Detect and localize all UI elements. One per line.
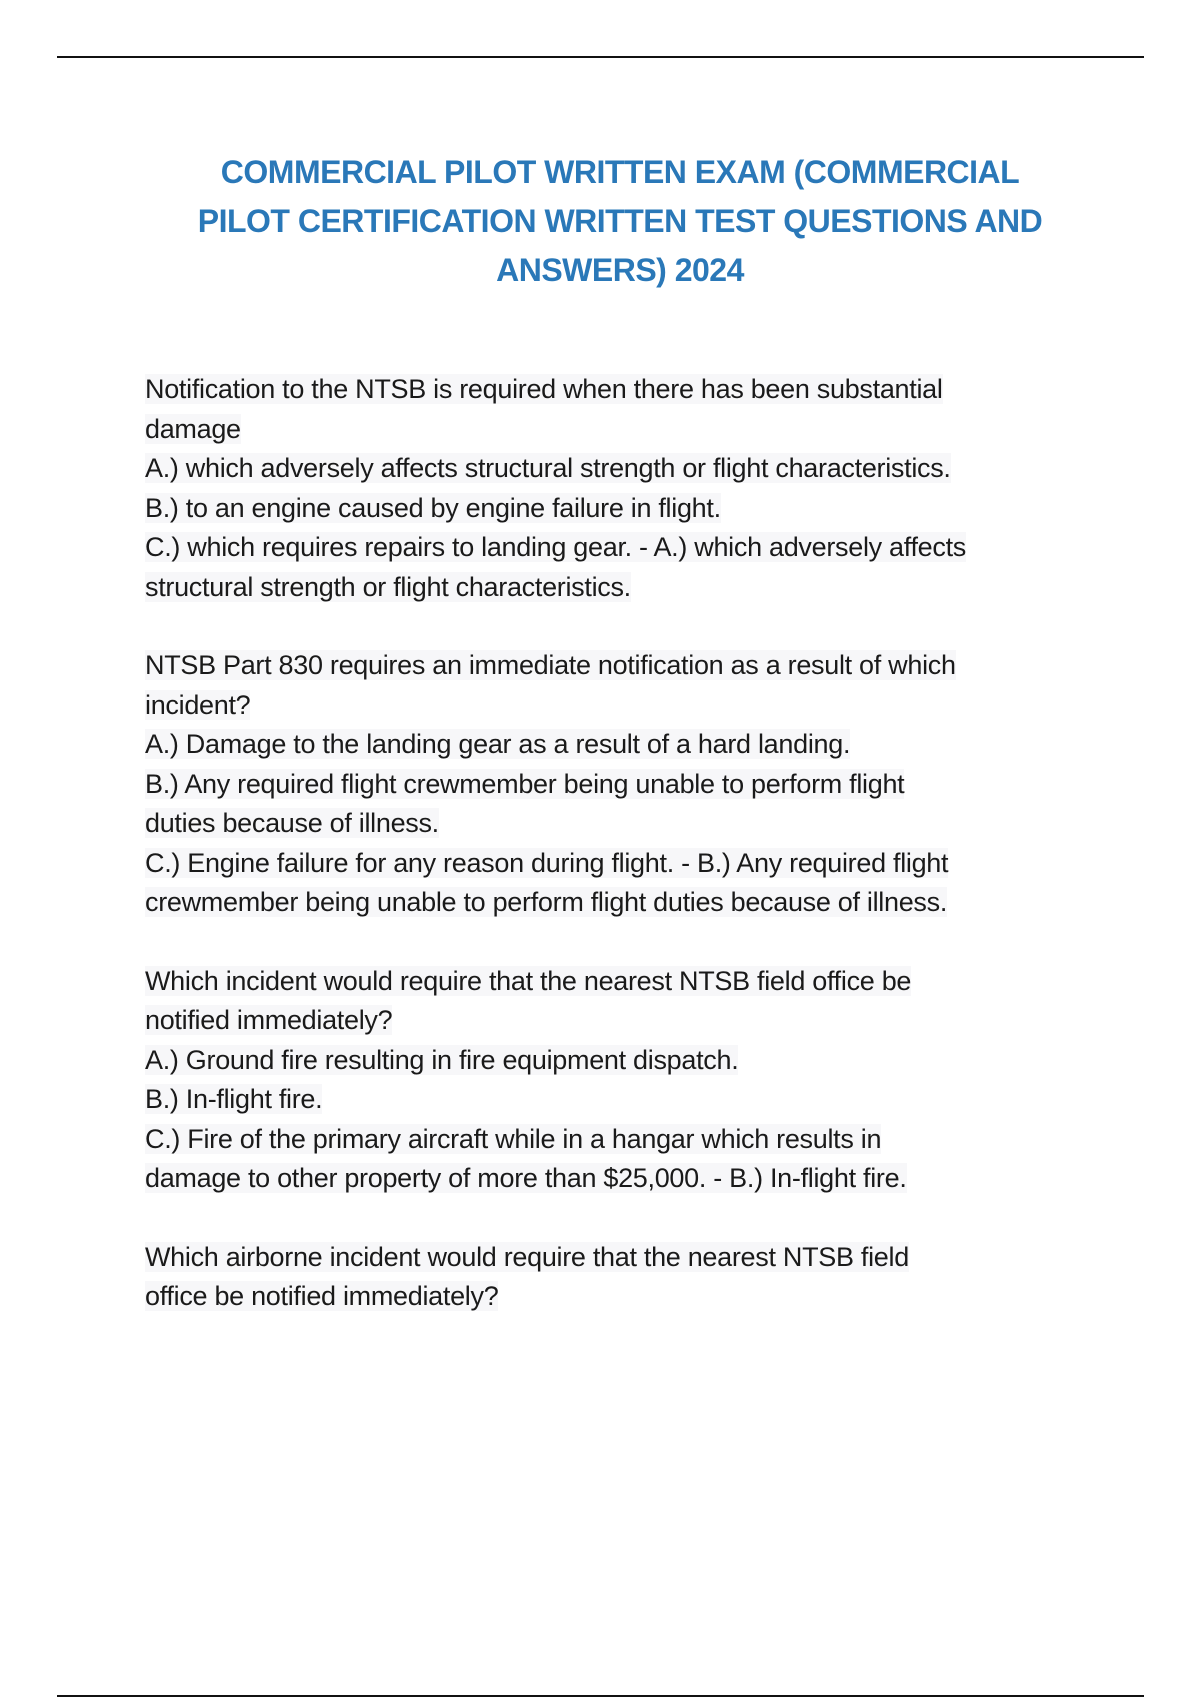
- question-text: Which airborne incident would require that the nearest NTSB field: [145, 1241, 909, 1272]
- question-text: office be notified immediately?: [145, 1281, 499, 1311]
- question-block-4: [145, 1238, 1085, 1317]
- document-title: [130, 148, 1110, 295]
- question-text: Which incident would require that the nearest NTSB field office be: [145, 965, 912, 996]
- answer-option: B.) to an engine caused by engine failure in flight.: [145, 492, 721, 523]
- question-text: Notification to the NTSB is required when there has been substantial: [145, 374, 943, 404]
- question-text: incident?: [145, 689, 251, 720]
- answer-option: duties because of illness.: [145, 808, 439, 838]
- answer-option: damage to other property of more than $25,000. - B.) In-flight fire.: [145, 1163, 907, 1193]
- answer-option: A.) Damage to the landing gear as a result of a hard landing.: [145, 729, 851, 759]
- answer-option: C.) Fire of the primary aircraft while in a hangar which results in: [145, 1123, 882, 1154]
- document-body: [145, 370, 1085, 1356]
- answer-option: structural strength or flight characteristics.: [145, 571, 631, 602]
- answer-option: B.) Any required flight crewmember being unable to perform flight: [145, 768, 905, 799]
- question-text: notified immediately?: [145, 1005, 393, 1035]
- answer-option: A.) which adversely affects structural strength or flight characteristics.: [145, 453, 951, 483]
- bottom-divider: [57, 1695, 1144, 1697]
- title-line: PILOT CERTIFICATION WRITTEN TEST QUESTIONS AND: [197, 203, 1043, 239]
- answer-option: C.) Engine failure for any reason during flight. - B.) Any required flight: [145, 847, 949, 878]
- question-block-1: [145, 370, 1085, 607]
- answer-option: A.) Ground fire resulting in fire equipment dispatch.: [145, 1044, 739, 1075]
- answer-option: C.) which requires repairs to landing gear. - A.) which adversely affects: [145, 532, 966, 562]
- question-text: NTSB Part 830 requires an immediate notification as a result of which: [145, 650, 956, 680]
- question-block-3: [145, 962, 1085, 1199]
- question-text: damage: [145, 413, 241, 444]
- top-divider: [57, 56, 1144, 58]
- title-line: ANSWERS) 2024: [496, 252, 744, 288]
- answer-option: crewmember being unable to perform flight duties because of illness.: [145, 887, 948, 917]
- question-block-2: [145, 646, 1085, 923]
- answer-option: B.) In-flight fire.: [145, 1084, 323, 1114]
- title-line: COMMERCIAL PILOT WRITTEN EXAM (COMMERCIAL: [220, 154, 1020, 190]
